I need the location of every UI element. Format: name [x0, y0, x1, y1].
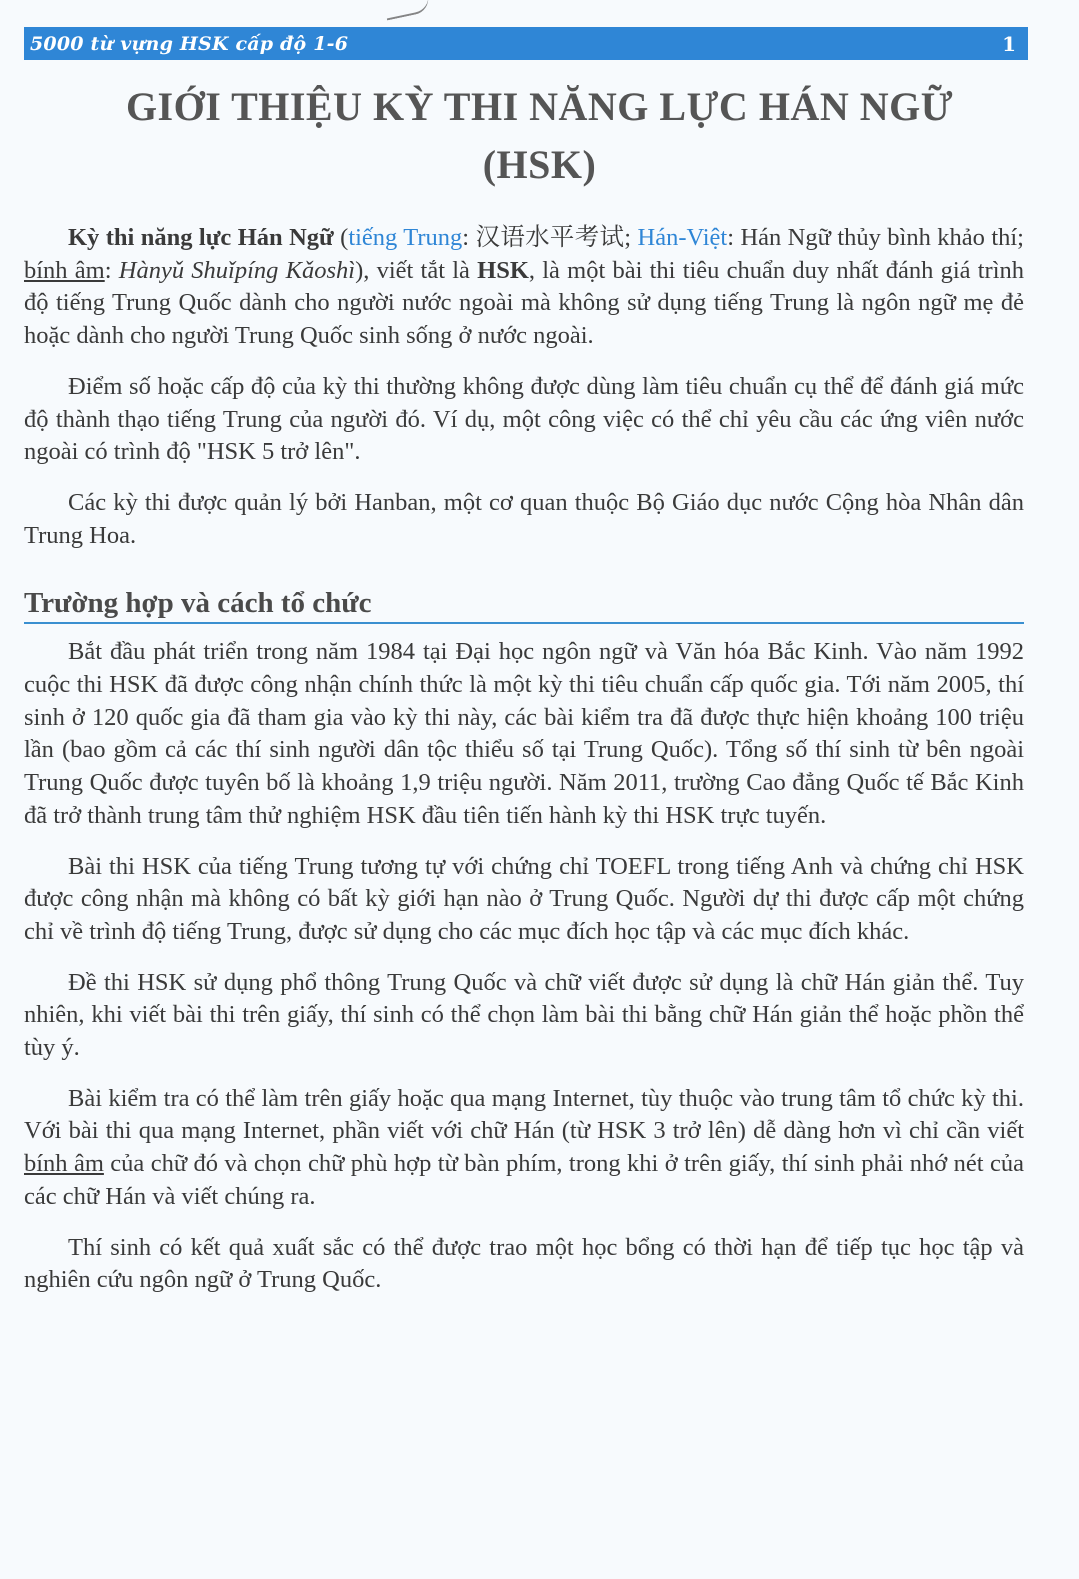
section-paragraph-5: Thí sinh có kết quả xuất sắc có thể được trao một học bổng có thời hạn để tiếp tục học tập và nghiên cứu ngôn ngữ ở Trung Quốc.: [24, 1233, 1024, 1294]
section-heading: Trường hợp và cách tổ chức: [24, 586, 1024, 624]
scan-artifact: [384, 0, 431, 21]
link-binh-am-2[interactable]: bính âm: [24, 1150, 104, 1178]
page-title-line-2: (HSK): [482, 142, 597, 187]
section-paragraph-1: Bắt đầu phát triển trong năm 1984 tại Đại học ngôn ngữ và Văn hóa Bắc Kinh. Vào năm 1992 cuộc thi HSK đã được công nhận chính thức là một kỳ thi tiêu chuẩn cấp quốc gia. Tới năm 2005, thí sinh ở 120 quốc gia đã tham gia vào kỳ thi này, các bài kiểm tra đã được thực hiện khoảng 100 triệu lần (bao gồm cả các thí sinh người dân tộc thiểu số tại Trung Quốc). Tổng số thí sinh từ bên ngoài Trung Quốc được tuyên bố là khoảng 1,9 triệu người. Năm 2011, trường Cao đẳng Quốc tế Bắc Kinh đã trở thành trung tâm thử nghiệm HSK đầu tiên tiến hành kỳ thi HSK trực tuyến.: [24, 638, 1024, 829]
running-header: [24, 27, 1028, 60]
page-title: [0, 78, 1079, 194]
page-content: [24, 222, 1024, 1313]
abbr-hsk: HSK: [477, 256, 529, 284]
section-paragraph-4: Bài kiểm tra có thể làm trên giấy hoặc qua mạng Internet, tùy thuộc vào trung tâm tổ chức kỳ thi. Với bài thi qua mạng Internet, phần viết với chữ Hán (từ HSK 3 trở lên) dễ dàng hơn vì chỉ cần viết bính âm của chữ đó và chọn chữ phù hợp từ bàn phím, trong khi ở trên giấy, thí sinh phải nhớ nét của các chữ Hán và viết chúng ra.: [24, 1084, 1024, 1210]
pinyin-italic: Hànyǔ Shuǐpíng Kǎoshì: [118, 256, 356, 284]
intro-paragraph-1: Kỳ thi năng lực Hán Ngữ (tiếng Trung: 汉语水平考试; Hán-Việt: Hán Ngữ thủy bình khảo thí; bính âm: Hànyǔ Shuǐpíng Kǎoshì), viết tắt là HSK, là một bài thi tiêu chuẩn duy nhất đánh giá trình độ tiếng Trung Quốc dành cho người nước ngoài mà không sử dụng tiếng Trung là ngôn ngữ mẹ đẻ hoặc dành cho người Trung Quốc sinh sống ở nước ngoài.: [24, 224, 1024, 350]
section-paragraph-3: Đề thi HSK sử dụng phổ thông Trung Quốc và chữ viết được sử dụng là chữ Hán giản thể. Tuy nhiên, khi viết bài thi trên giấy, thí sinh có thể chọn làm bài thi bằng chữ Hán giản thể hoặc phồn thể tùy ý.: [24, 968, 1024, 1062]
page-title-line-1: GIỚI THIỆU KỲ THI NĂNG LỰC HÁN NGỮ: [125, 84, 954, 129]
page-number: 1: [1002, 31, 1016, 56]
book-title: 5000 từ vựng HSK cấp độ 1-6: [30, 32, 349, 55]
intro-paragraph-2: Điểm số hoặc cấp độ của kỳ thi thường không được dùng làm tiêu chuẩn cụ thể để đánh giá mức độ thành thạo tiếng Trung của người đó. Ví dụ, một công việc có thể chỉ yêu cầu các ứng viên nước ngoài có trình độ "HSK 5 trở lên".: [24, 372, 1024, 466]
intro-paragraph-3: Các kỳ thi được quản lý bởi Hanban, một cơ quan thuộc Bộ Giáo dục nước Cộng hòa Nhân dân Trung Hoa.: [24, 488, 1024, 549]
section-paragraph-2: Bài thi HSK của tiếng Trung tương tự với chứng chỉ TOEFL trong tiếng Anh và chứng chỉ HSK được công nhận mà không có bất kỳ giới hạn nào ở Trung Quốc. Người dự thi được cấp một chứng chỉ về trình độ tiếng Trung, được sử dụng cho các mục đích học tập và các mục đích khác.: [24, 852, 1024, 945]
link-tieng-trung[interactable]: tiếng Trung: [348, 224, 463, 251]
link-han-viet[interactable]: Hán-Việt: [637, 224, 728, 251]
link-binh-am[interactable]: bính âm: [24, 256, 105, 284]
term-bold: Kỳ thi năng lực Hán Ngữ: [68, 224, 334, 251]
